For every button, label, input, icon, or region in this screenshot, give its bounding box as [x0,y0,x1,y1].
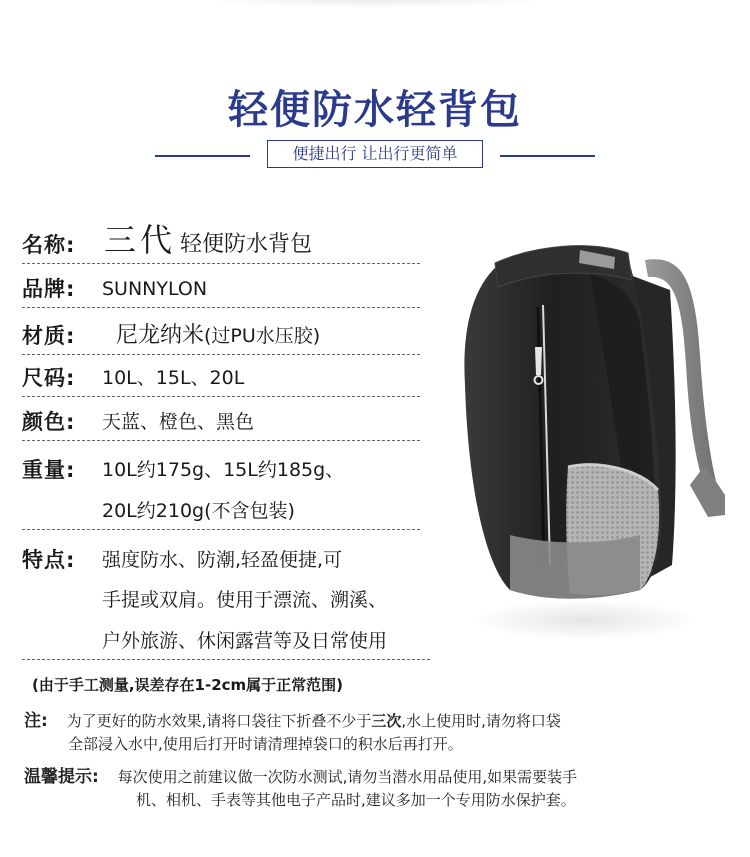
tagline-rule-left [155,155,250,157]
spec-row-feature-cont-1 [22,578,420,618]
tips-text-2: 机、相机、手表等其他电子产品时,建议多加一个专用防水保护套。 [136,791,576,809]
page-title: 轻便防水轻背包 [228,87,522,133]
spec-value-material-note: (过PU水压胶) [204,325,321,347]
spec-row-brand [22,264,420,308]
spec-value-color: 天蓝、橙色、黑色 [102,411,255,433]
spec-value-material: 尼龙纳米 [116,323,205,348]
product-shadow [470,600,700,640]
notice-block [24,710,734,756]
backpack-image [440,235,740,605]
spec-row-weight [22,441,420,488]
spec-value-size: 10L、15L、20L [102,367,245,389]
notice-text-3: 全部浸入水中,使用后打开时请清理掉袋口的积水后再打开。 [68,735,463,753]
spec-row-feature [22,530,420,578]
notice-label: 注: [24,711,48,731]
tagline-box: 便捷出行 让出行更简单 [267,140,483,168]
spec-key-size: 尺码: [22,366,76,390]
tips-text-1: 每次使用之前建议做一次防水测试,请勿当潜水用品使用,如果需要装手 [117,768,578,786]
measure-note: (由于手工测量,误差存在1-2cm属于正常范围) [32,676,344,694]
spec-row-size [22,355,420,397]
top-shadow [190,0,560,8]
spec-value-feature-3: 户外旅游、休闲露营等及日常使用 [102,630,388,652]
notice-text-2: ,水上使用时,请勿将口袋 [401,712,561,730]
spec-key-weight: 重量: [22,458,76,482]
spec-key-name: 名称: [22,233,76,257]
spec-name-generation: 三代 [104,221,177,259]
notice-text-1: 为了更好的防水效果,请将口袋往下折叠不少于 [66,712,372,730]
tips-block [24,766,739,812]
spec-row-name [22,220,420,264]
spec-value-feature-1: 强度防水、防潮,轻盈便捷,可 [102,549,343,571]
tagline-rule-right [500,155,595,157]
spec-row-weight-cont [22,488,420,530]
tips-label: 温馨提示: [24,767,99,787]
spec-value-brand: SUNNYLON [102,278,208,300]
spec-value-feature-2: 手提或双肩。使用于漂流、溯溪、 [102,589,388,611]
notice-emphasis: 三次 [371,712,402,730]
spec-value-weight-2: 20L约210g(不含包装) [102,500,295,522]
spec-key-color: 颜色: [22,410,76,434]
spec-name-product: 轻便防水背包 [180,232,313,257]
spec-row-feature-cont-2 [22,618,430,660]
spec-key-feature: 特点: [22,548,76,572]
spec-row-color [22,397,420,441]
spec-value-weight-1: 10L约175g、15L约185g、 [102,459,345,481]
spec-key-material: 材质: [22,324,76,348]
spec-key-brand: 品牌: [22,277,76,301]
spec-row-material [22,308,420,355]
tagline-row [0,140,750,170]
